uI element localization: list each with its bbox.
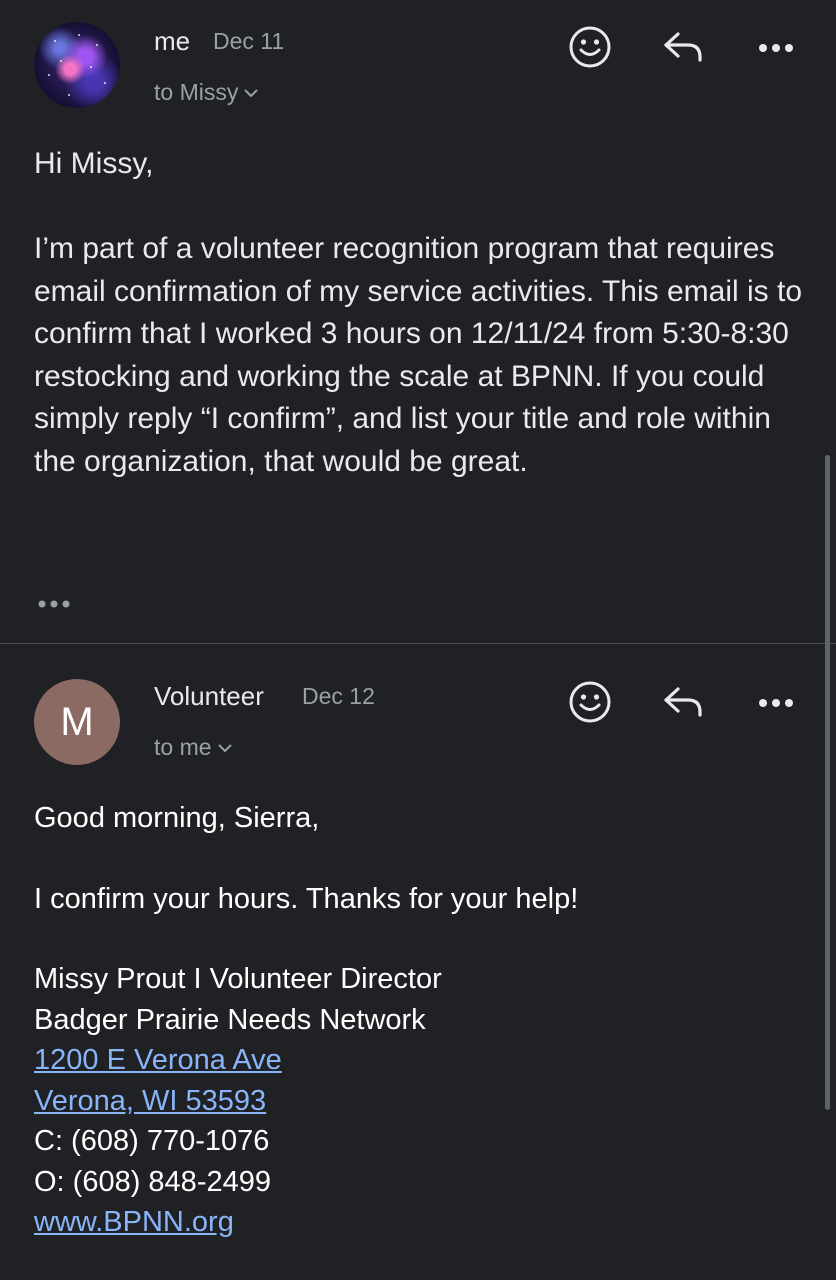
chevron-down-icon [244,77,258,104]
avatar-letter: M [60,699,94,744]
signature-org: Badger Prairie Needs Network [34,1004,426,1036]
sender-avatar[interactable] [34,22,120,108]
message-greeting: Good morning, Sierra, [34,802,320,834]
message-date: Dec 11 [213,28,285,54]
more-options-button[interactable] [752,680,800,728]
signature-website-link[interactable]: www.BPNN.org [34,1206,234,1238]
signature-office-phone: O: (608) 848-2499 [34,1166,271,1198]
sender-avatar[interactable] [34,679,120,765]
scrollbar[interactable] [825,455,830,1110]
emoji-react-button[interactable] [566,25,614,73]
reply-icon [662,30,704,69]
sender-name: me [154,26,191,56]
message-body: Hi Missy, I’m part of a volunteer recognition program that requires email confirmation of my service activities. This email is to confirm that I worked 3 hours on 12/11/24 from 5:30-8:30 restocking and working the scale at BPNN. If you could simply reply “I confirm”, and list your title and role within the organization, that would be great. [34,147,803,478]
reply-button[interactable] [659,680,707,728]
more-horizontal-icon [758,695,794,713]
more-horizontal-icon [758,40,794,58]
recipient-toggle[interactable] [154,732,232,761]
smiley-icon [568,25,612,74]
signature-address-line2-link[interactable]: Verona, WI 53593 [34,1085,267,1117]
more-horizontal-icon [36,601,76,618]
emoji-react-button[interactable] [566,680,614,728]
show-trimmed-content-button[interactable] [36,594,76,614]
sender-name: Volunteer [154,681,264,711]
message-body: I confirm your hours. Thanks for your help! [34,883,579,915]
signature-name-title: Missy Prout I Volunteer Director [34,963,442,995]
message-date: Dec 12 [302,683,375,709]
chevron-down-icon [218,732,232,759]
reply-button[interactable] [659,25,707,73]
smiley-icon [568,680,612,729]
reply-icon [662,685,704,724]
recipient-label: to Missy [154,79,239,105]
more-options-button[interactable] [752,25,800,73]
message-divider [0,643,836,644]
recipient-label: to me [154,734,212,760]
signature-cell-phone: C: (608) 770-1076 [34,1125,270,1157]
recipient-toggle[interactable] [154,77,258,106]
signature-address-line1-link[interactable]: 1200 E Verona Ave [34,1044,282,1076]
